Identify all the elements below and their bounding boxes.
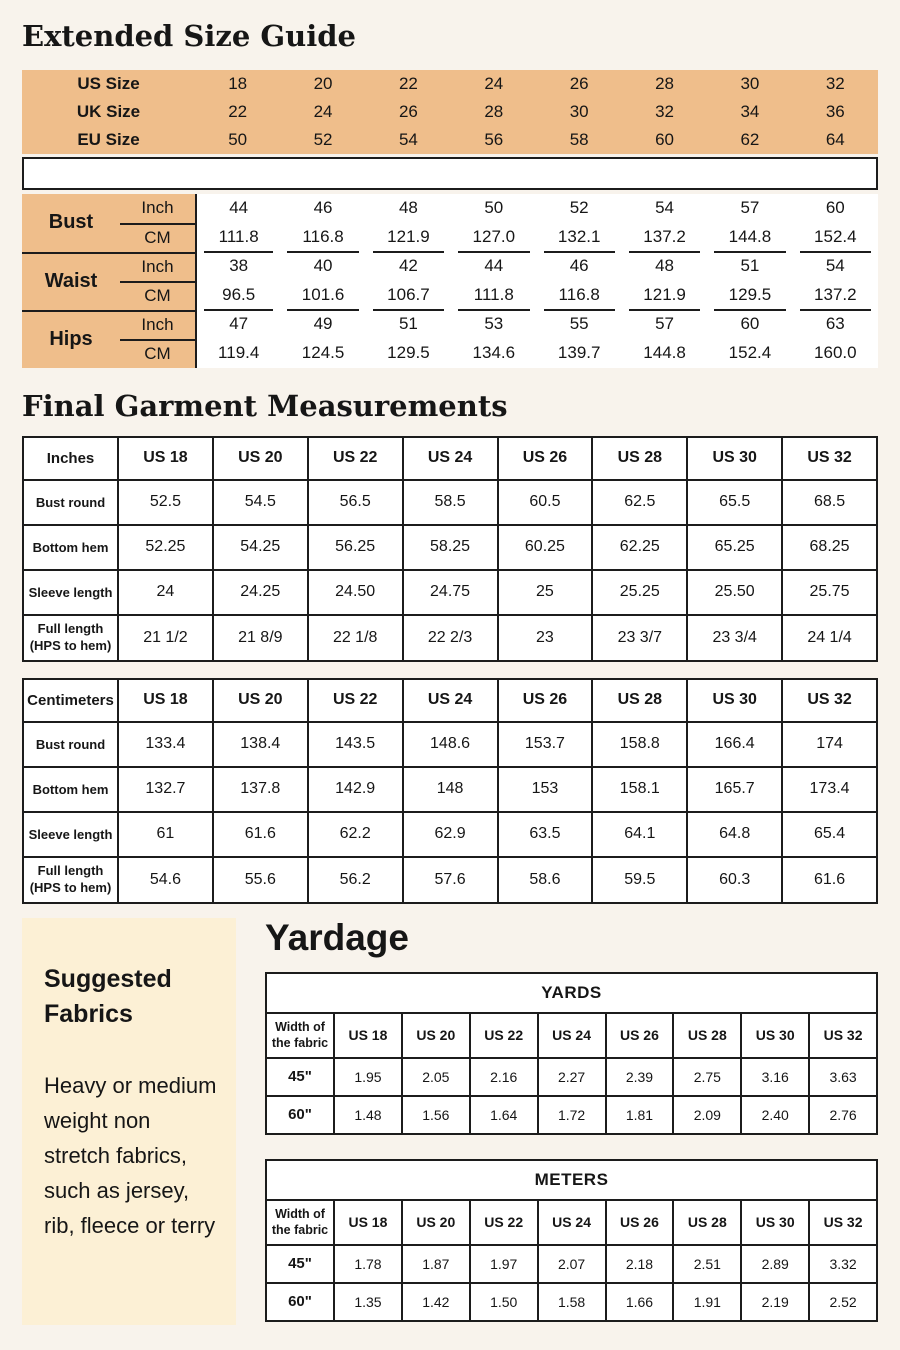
yardage-size-header: US 20 [402, 1013, 470, 1058]
measurement-value: 44 [195, 194, 280, 223]
garment-row-label: Full length (HPS to hem) [23, 857, 118, 903]
garment-value: 62.9 [403, 812, 498, 857]
garment-value: 142.9 [308, 767, 403, 812]
measurement-value: 106.7 [366, 281, 451, 310]
suggested-fabrics-panel [22, 918, 236, 1325]
garment-value: 158.1 [592, 767, 687, 812]
garment-value: 61 [118, 812, 213, 857]
measurement-value: 53 [451, 310, 536, 339]
size-value: 24 [484, 73, 504, 93]
garment-value: 54.5 [213, 480, 308, 525]
measurement-value: 101.6 [280, 281, 365, 310]
size-value: 28 [655, 73, 675, 93]
garment-row-label: Bottom hem [23, 525, 118, 570]
garment-value: 62.25 [592, 525, 687, 570]
yardage-value: 1.66 [606, 1283, 674, 1321]
garment-size-header: US 18 [118, 679, 213, 722]
yardage-value: 2.89 [741, 1245, 809, 1283]
garment-size-header: US 18 [118, 437, 213, 480]
size-value: 32 [825, 73, 845, 93]
measurement-value: 152.4 [707, 339, 792, 368]
garment-value: 62.2 [308, 812, 403, 857]
yardage-size-header: US 22 [470, 1200, 538, 1245]
size-value: 62 [740, 129, 760, 149]
measurement-value: 60 [707, 310, 792, 339]
yardage-value: 1.56 [402, 1096, 470, 1134]
size-value: 22 [398, 73, 418, 93]
measurement-value: 54 [793, 252, 878, 281]
yards-table [265, 972, 878, 1135]
garment-value: 138.4 [213, 722, 308, 767]
measurement-value: 54 [622, 194, 707, 223]
yardage-value: 1.42 [402, 1283, 470, 1321]
size-value: 20 [313, 73, 333, 93]
garment-size-header: US 20 [213, 437, 308, 480]
garment-value: 173.4 [782, 767, 877, 812]
garment-size-header: US 30 [687, 679, 782, 722]
yardage-value: 1.87 [402, 1245, 470, 1283]
spacer-row [22, 157, 878, 190]
yardage-value: 2.39 [606, 1058, 674, 1096]
garment-value: 55.6 [213, 857, 308, 903]
yardage-size-header: US 30 [741, 1013, 809, 1058]
size-value: 30 [740, 73, 760, 93]
unit-label: Inch [120, 252, 195, 281]
measurement-value: 96.5 [195, 281, 280, 310]
yardage-value: 2.27 [538, 1058, 606, 1096]
garment-value: 58.6 [498, 857, 593, 903]
measurement-value: 116.8 [280, 223, 365, 252]
yardage-size-header: US 24 [538, 1013, 606, 1058]
size-system-label: EU Size [77, 129, 140, 149]
garment-value: 158.8 [592, 722, 687, 767]
fabric-width-label: 60" [266, 1283, 334, 1321]
yardage-size-header: US 28 [673, 1200, 741, 1245]
yardage-value: 1.58 [538, 1283, 606, 1321]
yardage-value: 2.40 [741, 1096, 809, 1134]
garment-value: 68.25 [782, 525, 877, 570]
garment-value: 52.25 [118, 525, 213, 570]
garment-value: 25.25 [592, 570, 687, 615]
unit-label: CM [120, 281, 195, 310]
fabric-width-label: 45" [266, 1058, 334, 1096]
garment-value: 56.25 [308, 525, 403, 570]
yardage-value: 2.52 [809, 1283, 877, 1321]
size-value: 22 [228, 101, 248, 121]
garment-value: 24 [118, 570, 213, 615]
yardage-value: 2.16 [470, 1058, 538, 1096]
measurement-value: 111.8 [195, 223, 280, 252]
yardage-size-header: US 20 [402, 1200, 470, 1245]
measurement-value: 139.7 [537, 339, 622, 368]
measurement-value: 44 [451, 252, 536, 281]
garment-value: 54.25 [213, 525, 308, 570]
garment-value: 23 3/7 [592, 615, 687, 661]
measurement-value: 144.8 [707, 223, 792, 252]
yardage-value: 1.35 [334, 1283, 402, 1321]
yardage-value: 1.97 [470, 1245, 538, 1283]
garment-value: 61.6 [213, 812, 308, 857]
garment-value: 58.25 [403, 525, 498, 570]
size-value: 52 [313, 129, 333, 149]
measurement-value: 121.9 [366, 223, 451, 252]
garment-value: 148.6 [403, 722, 498, 767]
size-value: 28 [484, 101, 504, 121]
measurement-value: 47 [195, 310, 280, 339]
yardage-value: 2.05 [402, 1058, 470, 1096]
measurement-value: 63 [793, 310, 878, 339]
unit-label: CM [120, 223, 195, 252]
garment-value: 132.7 [118, 767, 213, 812]
garment-value: 64.1 [592, 812, 687, 857]
garment-value: 22 1/8 [308, 615, 403, 661]
yardage-size-header: US 32 [809, 1013, 877, 1058]
garment-size-header: US 20 [213, 679, 308, 722]
size-system-label: UK Size [76, 101, 141, 121]
yardage-value: 3.63 [809, 1058, 877, 1096]
yardage-value: 1.81 [606, 1096, 674, 1134]
garment-value: 153 [498, 767, 593, 812]
measurement-value: 46 [280, 194, 365, 223]
measurement-value: 160.0 [793, 339, 878, 368]
measurement-value: 42 [366, 252, 451, 281]
garment-row-label: Full length (HPS to hem) [23, 615, 118, 661]
size-value: 50 [228, 129, 248, 149]
garment-row-label: Sleeve length [23, 812, 118, 857]
yardage-value: 1.50 [470, 1283, 538, 1321]
yardage-value: 2.09 [673, 1096, 741, 1134]
measurement-value: 121.9 [622, 281, 707, 310]
garment-row-label: Bottom hem [23, 767, 118, 812]
yardage-size-header: US 28 [673, 1013, 741, 1058]
garment-value: 23 3/4 [687, 615, 782, 661]
yardage-value: 1.72 [538, 1096, 606, 1134]
yardage-size-header: US 32 [809, 1200, 877, 1245]
garment-size-header: US 24 [403, 679, 498, 722]
size-value: 24 [313, 101, 333, 121]
garment-value: 25 [498, 570, 593, 615]
size-conversion-table [22, 70, 878, 154]
garment-value: 64.8 [687, 812, 782, 857]
yardage-section [22, 918, 878, 1325]
garment-value: 21 8/9 [213, 615, 308, 661]
garment-size-header: US 22 [308, 437, 403, 480]
size-value: 30 [569, 101, 589, 121]
size-value: 58 [569, 129, 589, 149]
garment-value: 143.5 [308, 722, 403, 767]
measurement-value: 52 [537, 194, 622, 223]
garment-size-header: US 24 [403, 437, 498, 480]
measurement-value: 124.5 [280, 339, 365, 368]
body-measurements-table [22, 194, 878, 368]
garment-value: 61.6 [782, 857, 877, 903]
measurement-value: 116.8 [537, 281, 622, 310]
measurement-value: 40 [280, 252, 365, 281]
garment-value: 65.5 [687, 480, 782, 525]
yardage-size-header: US 30 [741, 1200, 809, 1245]
suggested-fabrics-title: Suggested Fabrics [44, 964, 172, 1028]
yardage-size-header: US 26 [606, 1013, 674, 1058]
garment-value: 24.75 [403, 570, 498, 615]
garment-value: 65.4 [782, 812, 877, 857]
unit-label: CM [120, 339, 195, 368]
suggested-fabrics-text: Heavy or medium weight non stretch fabrics, such as jersey, rib, fleece or terry [44, 1072, 217, 1238]
garment-size-header: US 30 [687, 437, 782, 480]
fabric-width-header: Width of the fabric [266, 1200, 334, 1245]
garment-value: 59.5 [592, 857, 687, 903]
garment-value: 25.50 [687, 570, 782, 615]
garment-value: 57.6 [403, 857, 498, 903]
fabric-width-label: 45" [266, 1245, 334, 1283]
yardage-value: 2.76 [809, 1096, 877, 1134]
yardage-value: 3.16 [741, 1058, 809, 1096]
garment-table-centimeters [22, 678, 878, 904]
garment-value: 174 [782, 722, 877, 767]
garment-value: 153.7 [498, 722, 593, 767]
garment-value: 148 [403, 767, 498, 812]
garment-value: 21 1/2 [118, 615, 213, 661]
garment-value: 23 [498, 615, 593, 661]
garment-size-header: US 32 [782, 437, 877, 480]
yardage-title: Yardage [265, 916, 409, 958]
garment-value: 54.6 [118, 857, 213, 903]
unit-label: Inch [120, 310, 195, 339]
garment-size-header: US 22 [308, 679, 403, 722]
garment-section-title: Final Garment Measurements [22, 388, 508, 423]
garment-value: 62.5 [592, 480, 687, 525]
size-value: 26 [398, 101, 418, 121]
yardage-value: 2.75 [673, 1058, 741, 1096]
measurement-value: 49 [280, 310, 365, 339]
garment-row-label: Bust round [23, 480, 118, 525]
measurement-value: 127.0 [451, 223, 536, 252]
measurement-value: 48 [622, 252, 707, 281]
garment-value: 52.5 [118, 480, 213, 525]
garment-row-label: Sleeve length [23, 570, 118, 615]
garment-value: 68.5 [782, 480, 877, 525]
garment-value: 165.7 [687, 767, 782, 812]
yardage-value: 2.18 [606, 1245, 674, 1283]
measurement-value: 38 [195, 252, 280, 281]
size-value: 54 [398, 129, 418, 149]
yardage-value: 1.95 [334, 1058, 402, 1096]
garment-value: 63.5 [498, 812, 593, 857]
garment-value: 56.2 [308, 857, 403, 903]
garment-value: 60.5 [498, 480, 593, 525]
garment-value: 24.25 [213, 570, 308, 615]
size-value: 32 [655, 101, 675, 121]
size-value: 26 [569, 73, 589, 93]
size-value: 34 [740, 101, 760, 121]
garment-size-header: US 28 [592, 679, 687, 722]
measurement-value: 57 [707, 194, 792, 223]
garment-size-header: US 26 [498, 437, 593, 480]
garment-value: 24.50 [308, 570, 403, 615]
garment-value: 137.8 [213, 767, 308, 812]
unit-label: Inch [120, 194, 195, 223]
garment-value: 58.5 [403, 480, 498, 525]
size-value: 64 [825, 129, 845, 149]
measurement-value: 119.4 [195, 339, 280, 368]
yardage-value: 1.48 [334, 1096, 402, 1134]
measurement-value: 152.4 [793, 223, 878, 252]
measurement-value: 132.1 [537, 223, 622, 252]
yardage-value: 2.07 [538, 1245, 606, 1283]
yardage-size-header: US 18 [334, 1200, 402, 1245]
yardage-value: 1.78 [334, 1245, 402, 1283]
size-value: 18 [228, 73, 248, 93]
meters-table [265, 1159, 878, 1322]
yardage-value: 2.51 [673, 1245, 741, 1283]
yardage-size-header: US 22 [470, 1013, 538, 1058]
measurement-value: 144.8 [622, 339, 707, 368]
measurement-value: 129.5 [707, 281, 792, 310]
measurement-value: 50 [451, 194, 536, 223]
fabric-width-label: 60" [266, 1096, 334, 1134]
page-title: Extended Size Guide [22, 19, 356, 53]
garment-value: 22 2/3 [403, 615, 498, 661]
size-value: 56 [484, 129, 504, 149]
size-system-label: US Size [77, 73, 140, 93]
measurement-value: 134.6 [451, 339, 536, 368]
measurement-value: 48 [366, 194, 451, 223]
garment-value: 60.3 [687, 857, 782, 903]
yardage-main [265, 918, 878, 1325]
measurement-value: 46 [537, 252, 622, 281]
measurement-group-label: Waist [22, 252, 120, 310]
garment-value: 25.75 [782, 570, 877, 615]
yardage-value: 2.19 [741, 1283, 809, 1321]
garment-size-header: US 26 [498, 679, 593, 722]
measurement-value: 55 [537, 310, 622, 339]
garment-value: 56.5 [308, 480, 403, 525]
garment-value: 60.25 [498, 525, 593, 570]
measurement-value: 129.5 [366, 339, 451, 368]
measurement-group-label: Bust [22, 194, 120, 252]
size-value: 36 [825, 101, 845, 121]
measurement-value: 51 [707, 252, 792, 281]
measurement-group-label: Hips [22, 310, 120, 368]
garment-value: 133.4 [118, 722, 213, 767]
yardage-value: 1.91 [673, 1283, 741, 1321]
measurement-value: 57 [622, 310, 707, 339]
garment-table-unit-header: Inches [23, 437, 118, 480]
measurement-value: 51 [366, 310, 451, 339]
yardage-size-header: US 24 [538, 1200, 606, 1245]
garment-row-label: Bust round [23, 722, 118, 767]
measurement-value: 137.2 [622, 223, 707, 252]
yardage-size-header: US 26 [606, 1200, 674, 1245]
garment-table-unit-header: Centimeters [23, 679, 118, 722]
yardage-value: 3.32 [809, 1245, 877, 1283]
yardage-value: 1.64 [470, 1096, 538, 1134]
garment-value: 24 1/4 [782, 615, 877, 661]
garment-size-header: US 32 [782, 679, 877, 722]
fabric-width-header: Width of the fabric [266, 1013, 334, 1058]
size-value: 60 [655, 129, 675, 149]
yardage-size-header: US 18 [334, 1013, 402, 1058]
garment-table-inches [22, 436, 878, 662]
garment-size-header: US 28 [592, 437, 687, 480]
measurement-value: 111.8 [451, 281, 536, 310]
measurement-value: 137.2 [793, 281, 878, 310]
yardage-table-title: METERS [266, 1160, 877, 1200]
measurement-value: 60 [793, 194, 878, 223]
garment-value: 166.4 [687, 722, 782, 767]
garment-value: 65.25 [687, 525, 782, 570]
yardage-table-title: YARDS [266, 973, 877, 1013]
